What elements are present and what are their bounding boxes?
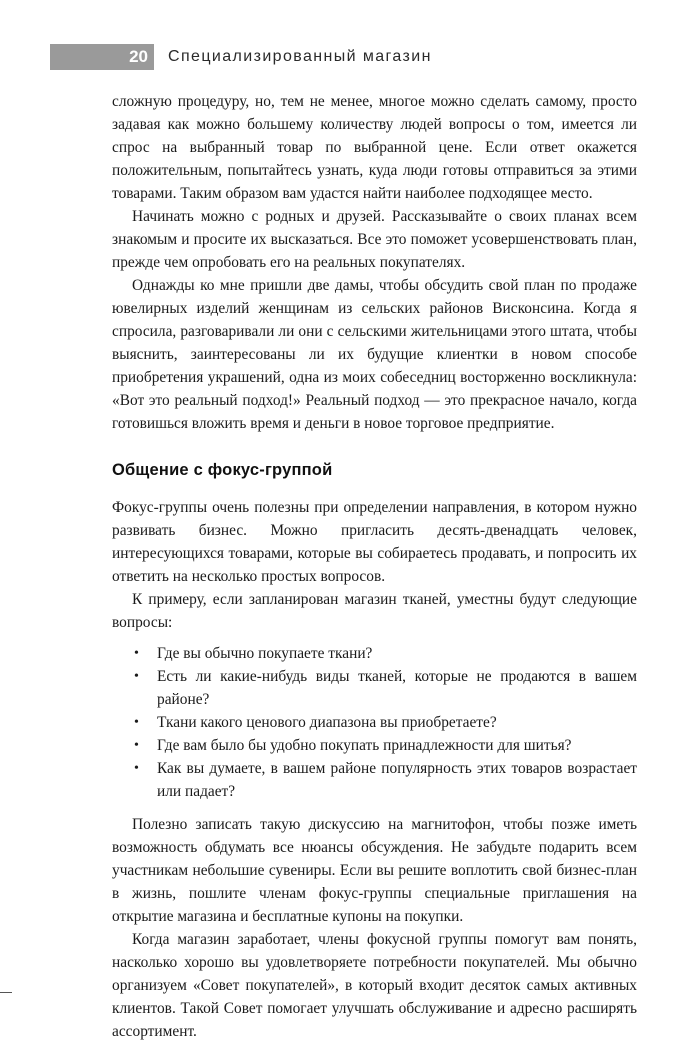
list-item-text: Как вы думаете, в вашем районе популярность этих товаров возрастает или падает? (157, 760, 637, 800)
page-body (112, 90, 637, 1043)
paragraph: К примеру, если запланирован магазин тканей, уместны будут следующие вопросы: (112, 591, 637, 631)
paragraph: Начинать можно с родных и друзей. Рассказывайте о своих планах всем знакомым и просите их высказаться. Все это поможет усовершенствовать план, прежде чем опробовать его на реальных покупателях. (112, 208, 637, 271)
list-item (112, 757, 637, 803)
crop-mark (0, 992, 12, 993)
page-number-box (50, 44, 154, 70)
bullet-icon: • (134, 761, 139, 776)
list-item-text: Где вам было бы удобно покупать принадлежности для шитья? (157, 737, 572, 754)
page-header (50, 44, 432, 70)
running-title: Специализированный магазин (168, 48, 432, 65)
section-heading: Общение с фокус-группой (112, 461, 333, 479)
list-item-text: Ткани какого ценового диапазона вы приобретаете? (157, 714, 497, 731)
list-item (112, 665, 637, 711)
bullet-icon: • (134, 715, 139, 730)
list-item (112, 711, 637, 734)
bullet-list (112, 642, 637, 803)
paragraph: Однажды ко мне пришли две дамы, чтобы обсудить свой план по продаже ювелирных изделий женщинам из сельских районов Висконсина. Когда я спросила, разговаривали ли они с сельскими жительницами этого штата, чтобы выяснить, заинтересованы ли их будущие клиентки в новом способе приобретения украшений, одна из моих собеседниц восторженно воскликнула: «Вот это реальный подход!» Реальный подход — это прекрасное начало, когда готовишься вложить время и деньги в новое торговое предприятие. (112, 277, 637, 432)
paragraph: сложную процедуру, но, тем не менее, многое можно сделать самому, просто задавая как можно большему количеству людей вопросы о том, имеется ли спрос на выбранный товар по выбранной цене. Если ответ окажется положительным, попытайтесь узнать, куда люди готовы отправиться за этими товарами. Таким образом вам удастся найти наиболее подходящее место. (112, 93, 637, 202)
list-item-text: Есть ли какие-нибудь виды тканей, которые не продаются в вашем районе? (157, 668, 637, 708)
paragraph: Фокус-группы очень полезны при определении направления, в котором нужно развивать бизнес. Можно пригласить десять-двенадцать человек, интересующихся товарами, которые вы собираетесь продавать, и попросить их ответить на несколько простых вопросов. (112, 499, 637, 585)
bullet-icon: • (134, 669, 139, 684)
paragraph: Когда магазин заработает, члены фокусной группы помогут вам понять, насколько хорошо вы удовлетворяете потребности покупателей. Мы обычно организуем «Совет покупателей», в который входит десяток самых активных клиентов. Такой Совет помогает улучшать обслуживание и адресно расширять ассортимент. (112, 931, 637, 1040)
list-item-text: Где вы обычно покупаете ткани? (157, 645, 373, 662)
list-item (112, 642, 637, 665)
page-number: 20 (129, 47, 148, 66)
paragraph: Полезно записать такую дискуссию на магнитофон, чтобы позже иметь возможность обдумать все нюансы обсуждения. Не забудьте подарить всем участникам небольшие сувениры. Если вы решите воплотить свой бизнес-план в жизнь, пошлите членам фокус-группы специальные приглашения на открытие магазина и бесплатные купоны на покупки. (112, 816, 637, 925)
list-item (112, 734, 637, 757)
bullet-icon: • (134, 646, 139, 661)
bullet-icon: • (134, 738, 139, 753)
